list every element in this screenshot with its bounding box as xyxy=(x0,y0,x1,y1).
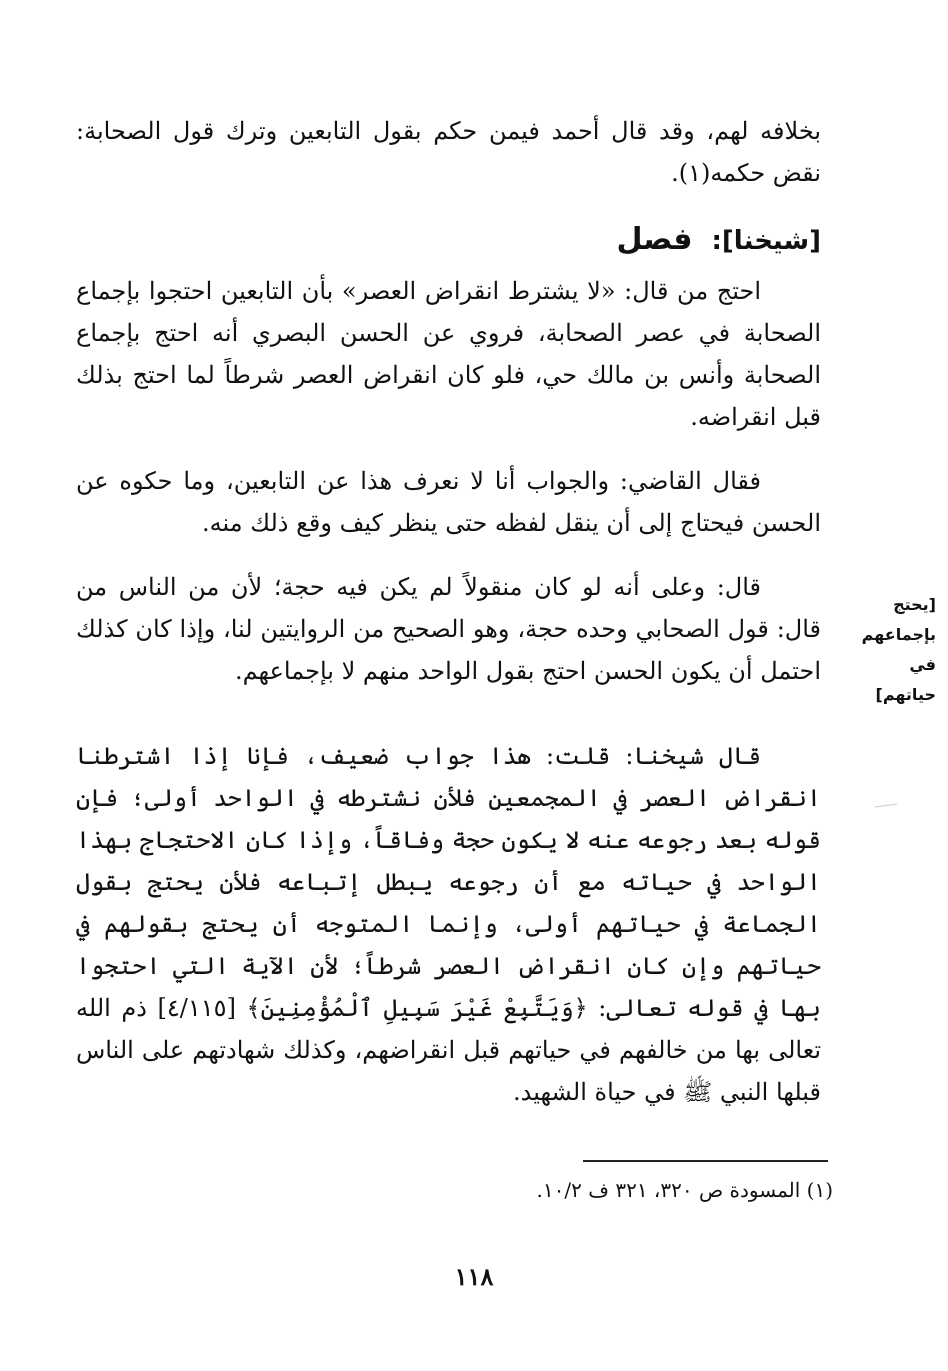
margin-note: [يحتج بإجماعهم في حياتهم] xyxy=(861,595,936,704)
footnote-divider xyxy=(583,1160,828,1162)
heading-bracket: [شيخنا]: xyxy=(711,226,821,256)
section-heading xyxy=(616,222,821,257)
scan-mark xyxy=(875,803,897,807)
paragraph-continuation: بخلافه لهم، وقد قال أحمد فيمن حكم بقول التابعين وترك قول الصحابة: نقض حكمه(١). xyxy=(76,117,821,187)
page-number: ١١٨ xyxy=(454,1262,494,1291)
paragraph-argument: احتج من قال: «لا يشترط انقراض العصر» بأن التابعين احتجوا بإجماع الصحابة في عصر الصحابة، فروي عن الحسن البصري أنه احتج بإجماع الصحابة وأنس بن مالك حي، فلو كان انقراض العصر شرطاً لما احتج بذلك قبل انقراضه. xyxy=(76,277,822,431)
heading-title: فصل xyxy=(616,222,693,257)
paragraph-qadi-reply: فقال القاضي: والجواب أنا لا نعرف هذا عن التابعين، وما حكوه عن الحسن فيحتاج إلى أن ينقل لفظه حتى ينظر كيف وقع ذلك منه. xyxy=(76,467,821,537)
footnote: (١) المسودة ص ٣٢٠، ٣٢١ ف ١٠/٢. xyxy=(536,1178,833,1202)
paragraph-shaykh-comment: قال شيخنا: قلت: هذا جواب ضعيف، فإنا إذا اشترطنا انقراض العصر في المجمعين فلأن نشترطه في الواحد أولى؛ فإن قوله بعد رجوعه عنه لا يكون حجة وفاقاً، وإذا كان الاحتجاج بهذا الواحد في حياته مع أن رجوعه يبطل إتباعه فلأن يحتج بقول الجماعة في حياتهم أولى، وإنما المتوجه أن يحتج بقولهم في حياتهم وإن كان انقراض العصر شرطاً؛ لأن الآية التي احتجوا بها في قوله تعالى: ﴿وَيَتَّبِعْ غَيْرَ سَبِيلِ ٱلْمُؤْمِنِينَ﴾ [٤/١١٥] ذم الله تعالى بها من خالفهم في حياتهم قبل انقراضهم، وكذلك شهادتهم على الناس قبلها النبي ﷺ في حياة الشهيد. xyxy=(76,742,821,1106)
paragraph-second-reply: قال: وعلى أنه لو كان منقولاً لم يكن فيه حجة؛ لأن من الناس من قال: قول الصحابي وحده حجة، وهو الصحيح من الروايتين لنا، وإذا كان كذلك احتمل أن يكون الحسن احتج بقول الواحد منهم لا بإجماعهم. xyxy=(76,573,821,685)
